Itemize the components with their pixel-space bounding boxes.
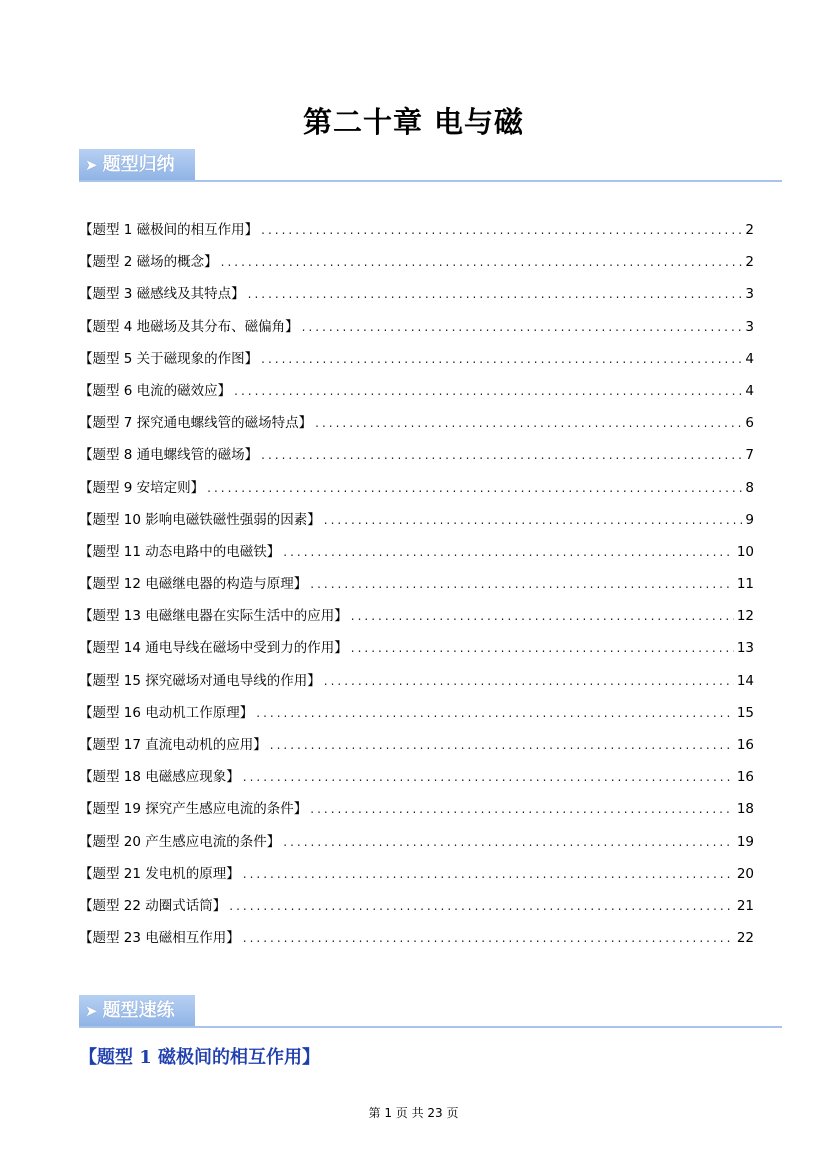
toc-entry-page: 2 [745, 254, 754, 271]
toc-leader-dots [351, 641, 734, 655]
section-tag [79, 995, 195, 1027]
table-of-contents [79, 218, 754, 958]
toc-entry[interactable] [79, 604, 754, 636]
toc-entry[interactable] [79, 250, 754, 282]
arrow-right-icon: ➤ [85, 156, 98, 174]
toc-leader-dots [261, 352, 742, 366]
toc-entry-page: 13 [736, 640, 754, 657]
toc-entry-label: 【题型 9 安培定则】 [79, 479, 205, 496]
toc-leader-dots [234, 384, 742, 398]
toc-entry[interactable] [79, 540, 754, 572]
toc-leader-dots [229, 899, 734, 913]
toc-entry[interactable] [79, 508, 754, 540]
toc-entry[interactable] [79, 830, 754, 862]
toc-entry-page: 6 [745, 415, 754, 432]
toc-entry-label: 【题型 17 直流电动机的应用】 [79, 737, 267, 753]
section-header-summary [79, 149, 782, 183]
toc-entry-label: 【题型 3 磁感线及其特点】 [79, 286, 245, 303]
toc-leader-dots [243, 770, 734, 784]
toc-entry-label: 【题型 12 电磁继电器的构造与原理】 [79, 576, 308, 593]
section-label: 题型归纳 [102, 154, 175, 175]
toc-entry[interactable] [79, 347, 754, 379]
toc-entry-label: 【题型 13 电磁继电器在实际生活中的应用】 [79, 608, 348, 625]
toc-entry-label: 【题型 6 电流的磁效应】 [79, 382, 232, 399]
toc-entry-page: 19 [736, 833, 754, 850]
toc-entry-page: 18 [736, 801, 754, 818]
toc-leader-dots [243, 867, 734, 881]
toc-entry[interactable] [79, 636, 754, 668]
toc-entry[interactable] [79, 282, 754, 314]
toc-entry-label: 【题型 11 动态电路中的电磁铁】 [79, 543, 281, 560]
toc-entry[interactable] [79, 218, 754, 250]
section-tag [79, 149, 195, 181]
arrow-right-icon: ➤ [85, 1002, 98, 1020]
toc-entry-page: 4 [745, 382, 754, 399]
toc-entry-page: 14 [736, 672, 754, 689]
toc-leader-dots [324, 513, 743, 527]
toc-entry[interactable] [79, 411, 754, 443]
toc-entry[interactable] [79, 443, 754, 475]
toc-entry[interactable] [79, 572, 754, 604]
toc-entry[interactable] [79, 926, 754, 958]
toc-entry-label: 【题型 8 通电螺线管的磁场】 [79, 447, 259, 464]
section-rule [79, 180, 782, 182]
toc-entry-label: 【题型 19 探究产生感应电流的条件】 [79, 801, 308, 818]
toc-leader-dots [315, 416, 742, 430]
toc-leader-dots [243, 931, 734, 945]
toc-leader-dots [256, 706, 734, 720]
toc-entry-label: 【题型 5 关于磁现象的作图】 [79, 350, 259, 367]
toc-entry-label: 【题型 16 电动机工作原理】 [79, 704, 254, 721]
toc-entry-page: 9 [745, 511, 754, 528]
toc-leader-dots [261, 223, 742, 237]
toc-leader-dots [221, 255, 743, 269]
toc-leader-dots [310, 802, 734, 816]
toc-entry-label: 【题型 15 探究磁场对通电导线的作用】 [79, 672, 321, 689]
toc-entry-page: 3 [745, 318, 754, 335]
question-type-heading: 【题型 1 磁极间的相互作用】 [79, 1047, 321, 1068]
toc-leader-dots [261, 448, 742, 462]
toc-entry-label: 【题型 2 磁场的概念】 [79, 254, 218, 271]
toc-entry-page: 10 [736, 543, 754, 560]
toc-entry-label: 【题型 1 磁极间的相互作用】 [79, 222, 259, 238]
toc-entry-page: 11 [736, 576, 754, 593]
toc-leader-dots [270, 738, 734, 752]
toc-entry-page: 7 [745, 447, 754, 464]
toc-entry-page: 8 [745, 479, 754, 496]
toc-leader-dots [283, 545, 734, 559]
toc-entry[interactable] [79, 862, 754, 894]
toc-entry[interactable] [79, 669, 754, 701]
section-label: 题型速练 [102, 1000, 175, 1021]
toc-leader-dots [302, 320, 743, 334]
toc-entry-label: 【题型 10 影响电磁铁磁性强弱的因素】 [79, 511, 321, 528]
toc-entry-page: 22 [736, 930, 754, 947]
toc-entry-label: 【题型 7 探究通电螺线管的磁场特点】 [79, 415, 313, 432]
toc-entry[interactable] [79, 701, 754, 733]
toc-entry-label: 【题型 21 发电机的原理】 [79, 865, 240, 882]
toc-entry-page: 2 [745, 222, 754, 238]
toc-entry-label: 【题型 20 产生感应电流的条件】 [79, 833, 281, 850]
toc-entry[interactable] [79, 797, 754, 829]
toc-entry[interactable] [79, 379, 754, 411]
toc-entry-label: 【题型 18 电磁感应现象】 [79, 769, 240, 786]
toc-entry-page: 3 [745, 286, 754, 303]
toc-entry-page: 20 [736, 865, 754, 882]
toc-entry[interactable] [79, 894, 754, 926]
page-footer: 第 1 页 共 23 页 [368, 1106, 459, 1120]
toc-entry-page: 16 [736, 737, 754, 753]
toc-entry-page: 15 [736, 704, 754, 721]
toc-entry-page: 21 [736, 897, 754, 914]
toc-leader-dots [310, 577, 734, 591]
toc-entry-label: 【题型 4 地磁场及其分布、磁偏角】 [79, 318, 299, 335]
section-rule [79, 1026, 782, 1028]
toc-entry[interactable] [79, 733, 754, 765]
toc-leader-dots [324, 674, 734, 688]
toc-leader-dots [207, 481, 742, 495]
toc-entry[interactable] [79, 765, 754, 797]
toc-leader-dots [283, 835, 734, 849]
toc-entry-page: 16 [736, 769, 754, 786]
section-header-practice [79, 995, 782, 1029]
toc-entry[interactable] [79, 476, 754, 508]
toc-entry-page: 12 [736, 608, 754, 625]
toc-entry[interactable] [79, 315, 754, 347]
toc-entry-label: 【题型 23 电磁相互作用】 [79, 930, 240, 947]
toc-leader-dots [351, 609, 734, 623]
toc-leader-dots [248, 287, 743, 301]
toc-entry-label: 【题型 22 动圈式话筒】 [79, 897, 227, 914]
chapter-title: 第二十章 电与磁 [302, 105, 525, 139]
toc-entry-page: 4 [745, 350, 754, 367]
toc-entry-label: 【题型 14 通电导线在磁场中受到力的作用】 [79, 640, 348, 657]
